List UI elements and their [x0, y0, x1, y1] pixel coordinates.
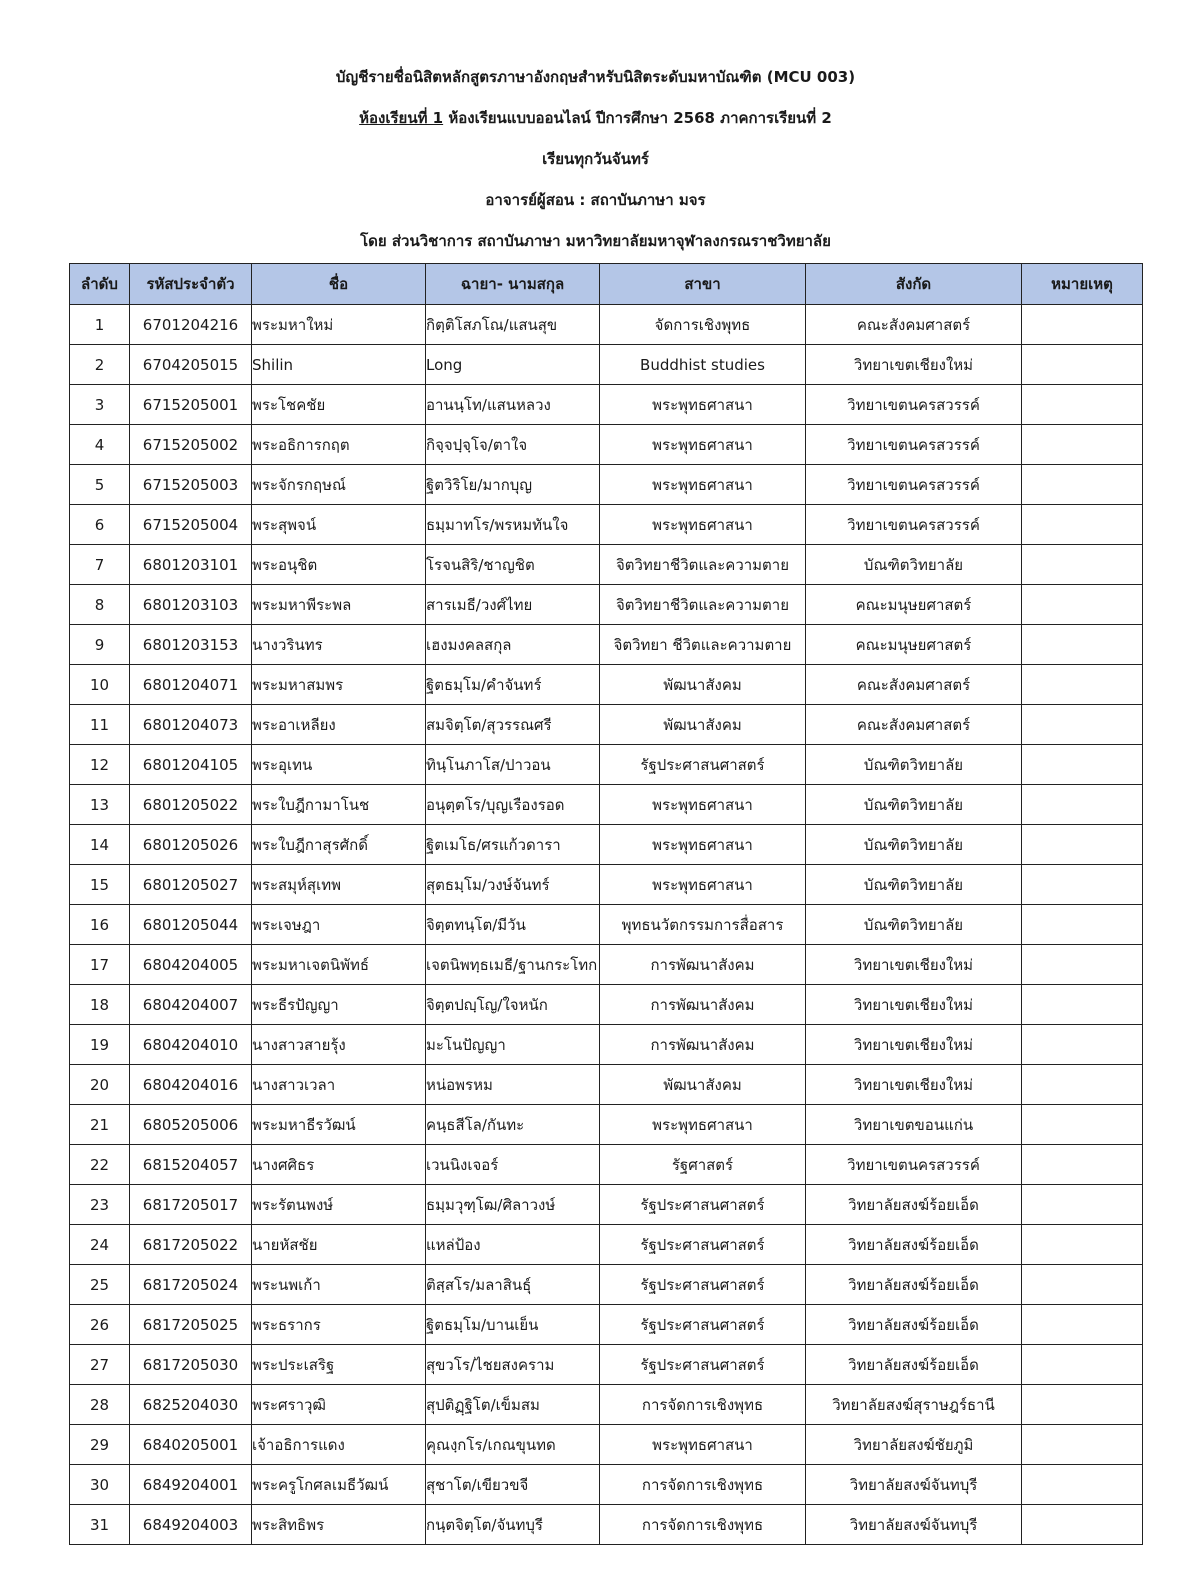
cell-note [1022, 665, 1143, 705]
cell-affiliation: วิทยาเขตนครสวรรค์ [806, 505, 1022, 545]
cell-surname: กิจฺจปฺจฺโจ/ตาใจ [426, 425, 600, 465]
cell-no: 31 [70, 1505, 130, 1545]
cell-surname: คุณงฺกโร/เกณขุนทด [426, 1425, 600, 1465]
cell-name: พระอาเหลียง [252, 705, 426, 745]
table-row [70, 985, 1143, 1025]
cell-name: พระนพเก้า [252, 1265, 426, 1305]
cell-student-id: 6804204007 [130, 985, 252, 1025]
cell-student-id: 6715205003 [130, 465, 252, 505]
table-body [70, 305, 1143, 1545]
cell-student-id: 6804204005 [130, 945, 252, 985]
cell-no: 2 [70, 345, 130, 385]
table-row [70, 585, 1143, 625]
cell-major: รัฐประศาสนศาสตร์ [600, 745, 806, 785]
cell-affiliation: บัณฑิตวิทยาลัย [806, 545, 1022, 585]
cell-student-id: 6825204030 [130, 1385, 252, 1425]
cell-no: 19 [70, 1025, 130, 1065]
cell-affiliation: วิทยาเขตนครสวรรค์ [806, 465, 1022, 505]
cell-major: การจัดการเชิงพุทธ [600, 1465, 806, 1505]
cell-affiliation: วิทยาลัยสงฆ์ร้อยเอ็ด [806, 1225, 1022, 1265]
cell-major: การพัฒนาสังคม [600, 945, 806, 985]
table-row [70, 1145, 1143, 1185]
cell-no: 12 [70, 745, 130, 785]
cell-surname: ฐิตวิริโย/มากบุญ [426, 465, 600, 505]
cell-student-id: 6804204016 [130, 1065, 252, 1105]
cell-affiliation: วิทยาเขตขอนแก่น [806, 1105, 1022, 1145]
cell-note [1022, 705, 1143, 745]
cell-note [1022, 745, 1143, 785]
cell-major: การจัดการเชิงพุทธ [600, 1505, 806, 1545]
cell-note [1022, 865, 1143, 905]
column-header-id: รหัสประจำตัว [130, 264, 252, 305]
document-title: บัญชีรายชื่อนิสิตหลักสูตรภาษาอังกฤษสำหรับนิสิตระดับมหาบัณฑิต (MCU 003) [335, 68, 856, 86]
cell-major: จิตวิทยา ชีวิตและความตาย [600, 625, 806, 665]
cell-affiliation: บัณฑิตวิทยาลัย [806, 905, 1022, 945]
cell-no: 22 [70, 1145, 130, 1185]
cell-student-id: 6801204073 [130, 705, 252, 745]
cell-major: จัดการเชิงพุทธ [600, 305, 806, 345]
table-row [70, 345, 1143, 385]
cell-surname: โรจนสิริ/ชาญชิต [426, 545, 600, 585]
cell-name: นางสาวสายรุ้ง [252, 1025, 426, 1065]
cell-name: พระมหาใหม่ [252, 305, 426, 345]
cell-major: Buddhist studies [600, 345, 806, 385]
cell-major: พัฒนาสังคม [600, 1065, 806, 1105]
table-row [70, 825, 1143, 865]
cell-note [1022, 1065, 1143, 1105]
column-header-note: หมายเหตุ [1022, 264, 1143, 305]
cell-note [1022, 1145, 1143, 1185]
cell-major: พระพุทธศาสนา [600, 425, 806, 465]
cell-name: พระมหาสมพร [252, 665, 426, 705]
cell-note [1022, 425, 1143, 465]
cell-major: พระพุทธศาสนา [600, 505, 806, 545]
cell-no: 7 [70, 545, 130, 585]
schedule-line: เรียนทุกวันจันทร์ [542, 150, 649, 168]
cell-no: 6 [70, 505, 130, 545]
cell-name: พระสุพจน์ [252, 505, 426, 545]
cell-name: พระสมุห์สุเทพ [252, 865, 426, 905]
cell-note [1022, 1185, 1143, 1225]
cell-name: พระมหาเจตนิพัทธ์ [252, 945, 426, 985]
instructor-line: อาจารย์ผู้สอน : สถาบันภาษา มจร [485, 191, 706, 209]
cell-no: 14 [70, 825, 130, 865]
cell-note [1022, 1025, 1143, 1065]
cell-name: พระประเสริฐ [252, 1345, 426, 1385]
cell-student-id: 6801205022 [130, 785, 252, 825]
cell-major: การพัฒนาสังคม [600, 1025, 806, 1065]
cell-student-id: 6801203101 [130, 545, 252, 585]
cell-affiliation: บัณฑิตวิทยาลัย [806, 745, 1022, 785]
cell-major: พระพุทธศาสนา [600, 465, 806, 505]
cell-name: นางวรินทร [252, 625, 426, 665]
organizer-line: โดย ส่วนวิชาการ สถาบันภาษา มหาวิทยาลัยมหาจุฬาลงกรณราชวิทยาลัย [360, 232, 831, 250]
cell-note [1022, 1305, 1143, 1345]
cell-student-id: 6817205017 [130, 1185, 252, 1225]
cell-student-id: 6715205001 [130, 385, 252, 425]
table-row [70, 1505, 1143, 1545]
cell-note [1022, 305, 1143, 345]
cell-note [1022, 1105, 1143, 1145]
cell-student-id: 6817205025 [130, 1305, 252, 1345]
cell-no: 29 [70, 1425, 130, 1465]
cell-no: 8 [70, 585, 130, 625]
cell-surname: กิตฺติโสภโณ/แสนสุข [426, 305, 600, 345]
cell-affiliation: วิทยาลัยสงฆ์จันทบุรี [806, 1465, 1022, 1505]
cell-surname: จิตฺตทนฺโต/มีวัน [426, 905, 600, 945]
cell-student-id: 6804204010 [130, 1025, 252, 1065]
table-row [70, 1425, 1143, 1465]
cell-surname: มะโนปัญญา [426, 1025, 600, 1065]
cell-name: พระอนุชิต [252, 545, 426, 585]
cell-note [1022, 465, 1143, 505]
cell-affiliation: วิทยาเขตนครสวรรค์ [806, 385, 1022, 425]
cell-name: พระใบฎีกาสุรศักดิ์ [252, 825, 426, 865]
cell-major: พระพุทธศาสนา [600, 385, 806, 425]
table-row [70, 625, 1143, 665]
cell-note [1022, 1425, 1143, 1465]
cell-note [1022, 985, 1143, 1025]
cell-major: พุทธนวัตกรรมการสื่อสาร [600, 905, 806, 945]
cell-note [1022, 1505, 1143, 1545]
cell-major: พระพุทธศาสนา [600, 785, 806, 825]
table-row [70, 945, 1143, 985]
cell-student-id: 6701204216 [130, 305, 252, 345]
cell-name: Shilin [252, 345, 426, 385]
cell-affiliation: คณะมนุษยศาสตร์ [806, 625, 1022, 665]
table-row [70, 785, 1143, 825]
cell-no: 26 [70, 1305, 130, 1345]
cell-affiliation: วิทยาเขตเชียงใหม่ [806, 1025, 1022, 1065]
cell-surname: ทินฺโนภาโส/ปาวอน [426, 745, 600, 785]
cell-student-id: 6801205044 [130, 905, 252, 945]
cell-no: 3 [70, 385, 130, 425]
cell-surname: เฮงมงคลสกุล [426, 625, 600, 665]
cell-no: 11 [70, 705, 130, 745]
cell-note [1022, 625, 1143, 665]
table-row [70, 1185, 1143, 1225]
cell-surname: หน่อพรหม [426, 1065, 600, 1105]
cell-name: พระอุเทน [252, 745, 426, 785]
cell-student-id: 6849204003 [130, 1505, 252, 1545]
cell-student-id: 6817205022 [130, 1225, 252, 1265]
cell-affiliation: วิทยาลัยสงฆ์ร้อยเอ็ด [806, 1185, 1022, 1225]
cell-affiliation: วิทยาเขตเชียงใหม่ [806, 345, 1022, 385]
cell-surname: อนุตฺตโร/บุญเรืองรอด [426, 785, 600, 825]
cell-name: พระรัตนพงษ์ [252, 1185, 426, 1225]
table-row [70, 665, 1143, 705]
cell-no: 20 [70, 1065, 130, 1105]
cell-name: นางศศิธร [252, 1145, 426, 1185]
cell-name: พระมหาพีระพล [252, 585, 426, 625]
cell-major: พัฒนาสังคม [600, 665, 806, 705]
cell-surname: Long [426, 345, 600, 385]
cell-surname: กนฺตจิตฺโต/จันทบุรี [426, 1505, 600, 1545]
cell-student-id: 6801204105 [130, 745, 252, 785]
cell-surname: ธมฺมวุฑฺโฒ/ศิลาวงษ์ [426, 1185, 600, 1225]
cell-major: พระพุทธศาสนา [600, 1105, 806, 1145]
cell-student-id: 6704205015 [130, 345, 252, 385]
cell-no: 9 [70, 625, 130, 665]
cell-major: พระพุทธศาสนา [600, 865, 806, 905]
cell-name: พระศราวุฒิ [252, 1385, 426, 1425]
table-row [70, 1025, 1143, 1065]
column-header-surname: ฉายา- นามสกุล [426, 264, 600, 305]
cell-note [1022, 905, 1143, 945]
cell-name: พระธีรปัญญา [252, 985, 426, 1025]
cell-major: รัฐศาสตร์ [600, 1145, 806, 1185]
cell-student-id: 6801205027 [130, 865, 252, 905]
classroom-detail: ห้องเรียนแบบออนไลน์ ปีการศึกษา 2568 ภาคการเรียนที่ 2 [443, 109, 832, 127]
cell-major: รัฐประศาสนศาสตร์ [600, 1185, 806, 1225]
cell-no: 24 [70, 1225, 130, 1265]
table-row [70, 1105, 1143, 1145]
column-header-affiliation: สังกัด [806, 264, 1022, 305]
cell-note [1022, 1385, 1143, 1425]
cell-major: พระพุทธศาสนา [600, 1425, 806, 1465]
cell-surname: ฐิตเมโธ/ศรแก้วดารา [426, 825, 600, 865]
column-header-name: ชื่อ [252, 264, 426, 305]
cell-surname: สารเมธี/วงศ์ไทย [426, 585, 600, 625]
table-row [70, 1345, 1143, 1385]
cell-surname: แหล่ป้อง [426, 1225, 600, 1265]
cell-name: พระเจษฎา [252, 905, 426, 945]
cell-note [1022, 1225, 1143, 1265]
cell-name: นายหัสชัย [252, 1225, 426, 1265]
cell-name: พระสิทธิพร [252, 1505, 426, 1545]
cell-name: พระโชคชัย [252, 385, 426, 425]
cell-student-id: 6840205001 [130, 1425, 252, 1465]
cell-note [1022, 1465, 1143, 1505]
cell-affiliation: บัณฑิตวิทยาลัย [806, 825, 1022, 865]
cell-no: 21 [70, 1105, 130, 1145]
cell-student-id: 6817205024 [130, 1265, 252, 1305]
cell-major: การพัฒนาสังคม [600, 985, 806, 1025]
cell-name: พระจักรกฤษณ์ [252, 465, 426, 505]
cell-affiliation: วิทยาลัยสงฆ์ร้อยเอ็ด [806, 1265, 1022, 1305]
cell-surname: สมจิตฺโต/สุวรรณศรี [426, 705, 600, 745]
table-row [70, 865, 1143, 905]
cell-student-id: 6817205030 [130, 1345, 252, 1385]
cell-note [1022, 825, 1143, 865]
cell-major: พัฒนาสังคม [600, 705, 806, 745]
cell-name: พระใบฎีกามาโนช [252, 785, 426, 825]
cell-name: พระธรากร [252, 1305, 426, 1345]
cell-note [1022, 385, 1143, 425]
cell-surname: จิตฺตปญฺโญ/ใจหนัก [426, 985, 600, 1025]
cell-student-id: 6715205004 [130, 505, 252, 545]
cell-no: 28 [70, 1385, 130, 1425]
cell-surname: ฐิตธมฺโม/คำจันทร์ [426, 665, 600, 705]
cell-affiliation: คณะมนุษยศาสตร์ [806, 585, 1022, 625]
cell-affiliation: วิทยาลัยสงฆ์ร้อยเอ็ด [806, 1305, 1022, 1345]
cell-affiliation: คณะสังคมศาสตร์ [806, 665, 1022, 705]
table-row [70, 465, 1143, 505]
cell-note [1022, 785, 1143, 825]
table-row [70, 1065, 1143, 1105]
cell-name: พระมหาธีรวัฒน์ [252, 1105, 426, 1145]
table-row [70, 905, 1143, 945]
cell-no: 5 [70, 465, 130, 505]
cell-major: รัฐประศาสนศาสตร์ [600, 1225, 806, 1265]
cell-affiliation: วิทยาเขตนครสวรรค์ [806, 425, 1022, 465]
cell-note [1022, 545, 1143, 585]
cell-student-id: 6801203103 [130, 585, 252, 625]
cell-name: พระอธิการกฤต [252, 425, 426, 465]
cell-no: 15 [70, 865, 130, 905]
cell-no: 4 [70, 425, 130, 465]
cell-affiliation: วิทยาลัยสงฆ์จันทบุรี [806, 1505, 1022, 1545]
cell-major: จิตวิทยาชีวิตและความตาย [600, 545, 806, 585]
cell-major: การจัดการเชิงพุทธ [600, 1385, 806, 1425]
table-row [70, 1385, 1143, 1425]
student-roster-table [69, 263, 1143, 1545]
cell-no: 30 [70, 1465, 130, 1505]
cell-surname: คนฺธสีโล/กันทะ [426, 1105, 600, 1145]
cell-affiliation: คณะสังคมศาสตร์ [806, 305, 1022, 345]
cell-note [1022, 945, 1143, 985]
cell-note [1022, 505, 1143, 545]
cell-student-id: 6715205002 [130, 425, 252, 465]
table-row [70, 1265, 1143, 1305]
table-row [70, 705, 1143, 745]
cell-affiliation: วิทยาลัยสงฆ์ร้อยเอ็ด [806, 1345, 1022, 1385]
cell-surname: สุชาโต/เขียวขจี [426, 1465, 600, 1505]
table-row [70, 745, 1143, 785]
cell-surname: สุขวโร/ไชยสงคราม [426, 1345, 600, 1385]
table-row [70, 385, 1143, 425]
cell-surname: ฐิตธมฺโม/บานเย็น [426, 1305, 600, 1345]
cell-student-id: 6849204001 [130, 1465, 252, 1505]
cell-surname: เจตนิพทฺธเมธี/ฐานกระโทก [426, 945, 600, 985]
cell-student-id: 6801203153 [130, 625, 252, 665]
cell-surname: เวนนิงเจอร์ [426, 1145, 600, 1185]
table-row [70, 425, 1143, 465]
cell-no: 23 [70, 1185, 130, 1225]
column-header-major: สาขา [600, 264, 806, 305]
cell-major: รัฐประศาสนศาสตร์ [600, 1305, 806, 1345]
cell-no: 18 [70, 985, 130, 1025]
cell-affiliation: บัณฑิตวิทยาลัย [806, 865, 1022, 905]
cell-affiliation: คณะสังคมศาสตร์ [806, 705, 1022, 745]
cell-note [1022, 1265, 1143, 1305]
cell-affiliation: บัณฑิตวิทยาลัย [806, 785, 1022, 825]
cell-affiliation: วิทยาลัยสงฆ์สุราษฎร์ธานี [806, 1385, 1022, 1425]
cell-student-id: 6801205026 [130, 825, 252, 865]
cell-affiliation: วิทยาเขตเชียงใหม่ [806, 945, 1022, 985]
cell-student-id: 6815204057 [130, 1145, 252, 1185]
cell-major: รัฐประศาสนศาสตร์ [600, 1265, 806, 1305]
cell-note [1022, 345, 1143, 385]
cell-no: 25 [70, 1265, 130, 1305]
cell-no: 13 [70, 785, 130, 825]
table-header-row [70, 264, 1143, 305]
cell-note [1022, 1345, 1143, 1385]
cell-no: 27 [70, 1345, 130, 1385]
table-row [70, 1465, 1143, 1505]
cell-surname: อานนฺโท/แสนหลวง [426, 385, 600, 425]
table-row [70, 305, 1143, 345]
cell-no: 17 [70, 945, 130, 985]
cell-student-id: 6805205006 [130, 1105, 252, 1145]
cell-major: รัฐประศาสนศาสตร์ [600, 1345, 806, 1385]
cell-surname: ธมฺมาทโร/พรหมทันใจ [426, 505, 600, 545]
cell-affiliation: วิทยาเขตนครสวรรค์ [806, 1145, 1022, 1185]
cell-affiliation: วิทยาเขตเชียงใหม่ [806, 985, 1022, 1025]
table-row [70, 1225, 1143, 1265]
cell-no: 16 [70, 905, 130, 945]
table-row [70, 1305, 1143, 1345]
cell-no: 1 [70, 305, 130, 345]
cell-affiliation: วิทยาลัยสงฆ์ชัยภูมิ [806, 1425, 1022, 1465]
cell-student-id: 6801204071 [130, 665, 252, 705]
cell-major: จิตวิทยาชีวิตและความตาย [600, 585, 806, 625]
table-row [70, 505, 1143, 545]
classroom-line [0, 103, 1191, 144]
cell-surname: สุปติฏฺฐิโต/เข็มสม [426, 1385, 600, 1425]
column-header-no: ลำดับ [70, 264, 130, 305]
cell-major: พระพุทธศาสนา [600, 825, 806, 865]
cell-surname: สุตธมฺโม/วงษ์จันทร์ [426, 865, 600, 905]
document-header [0, 62, 1191, 267]
classroom-label: ห้องเรียนที่ 1 [359, 109, 444, 127]
cell-name: พระครูโกศลเมธีวัฒน์ [252, 1465, 426, 1505]
cell-surname: ติสฺสโร/มลาสินธุ์ [426, 1265, 600, 1305]
cell-no: 10 [70, 665, 130, 705]
cell-name: นางสาวเวลา [252, 1065, 426, 1105]
cell-name: เจ้าอธิการแดง [252, 1425, 426, 1465]
cell-affiliation: วิทยาเขตเชียงใหม่ [806, 1065, 1022, 1105]
cell-note [1022, 585, 1143, 625]
table-row [70, 545, 1143, 585]
